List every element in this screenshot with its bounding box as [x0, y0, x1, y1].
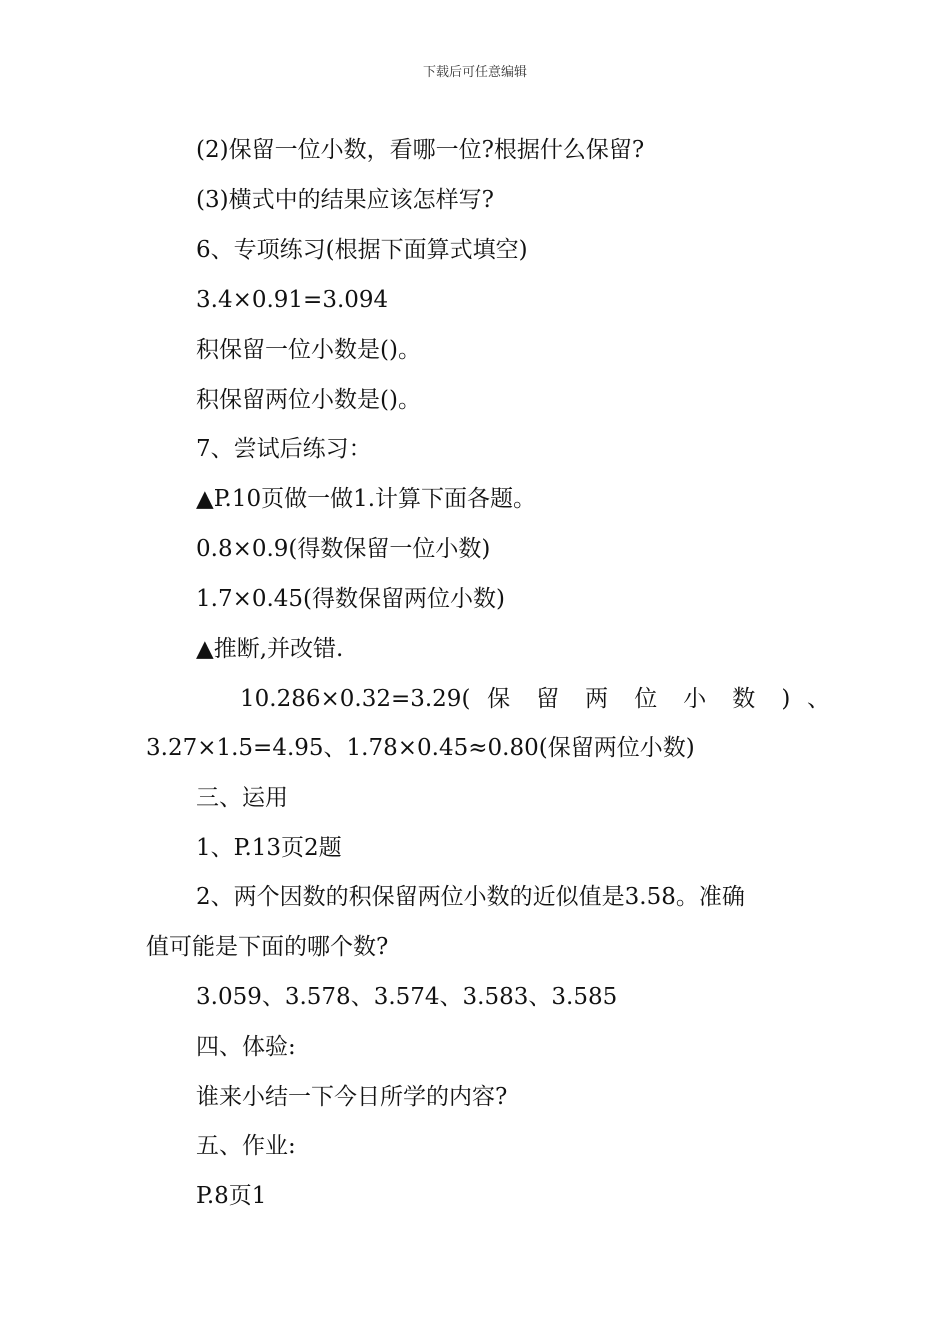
- text-line: (3)横式中的结果应该怎样写?: [196, 187, 494, 213]
- text-line: 积保留一位小数是()。: [196, 337, 421, 363]
- text-line: 10.286×0.32=3.29( 保 留 两 位 小 数 ) 、: [240, 686, 830, 712]
- section-heading: 三、运用: [196, 785, 288, 811]
- text-line: 1.7×0.45(得数保留两位小数): [196, 586, 506, 612]
- text-line: (2)保留一位小数，看哪一位?根据什么保留?: [196, 137, 645, 163]
- text-line: ▲P.10页做一做1.计算下面各题。: [196, 486, 537, 512]
- text-line: 7、尝试后练习：: [196, 436, 372, 462]
- text-line: ▲推断,并改错.: [196, 636, 344, 662]
- text-line: 1、P.13页2题: [196, 835, 342, 861]
- text-line: 积保留两位小数是()。: [196, 387, 421, 413]
- text-line: 6、专项练习(根据下面算式填空): [196, 237, 528, 263]
- text-line: 2、两个因数的积保留两位小数的近似值是3.58。准确: [196, 884, 745, 910]
- page-header: 下载后可任意编辑: [422, 65, 527, 80]
- section-heading: 四、体验:: [196, 1034, 296, 1060]
- text-line: 0.8×0.9(得数保留一位小数): [196, 536, 491, 562]
- text-line: 值可能是下面的哪个数?: [146, 934, 389, 960]
- text-line: 3.059、3.578、3.574、3.583、3.585: [196, 984, 618, 1010]
- text-line: 谁来小结一下今日所学的内容?: [196, 1084, 508, 1110]
- text-line: 3.27×1.5=4.95、1.78×0.45≈0.80(保留两位小数): [146, 735, 695, 761]
- text-line: 3.4×0.91=3.094: [196, 287, 389, 313]
- section-heading: 五、作业:: [196, 1133, 296, 1159]
- text-line: P.8页1: [196, 1183, 267, 1209]
